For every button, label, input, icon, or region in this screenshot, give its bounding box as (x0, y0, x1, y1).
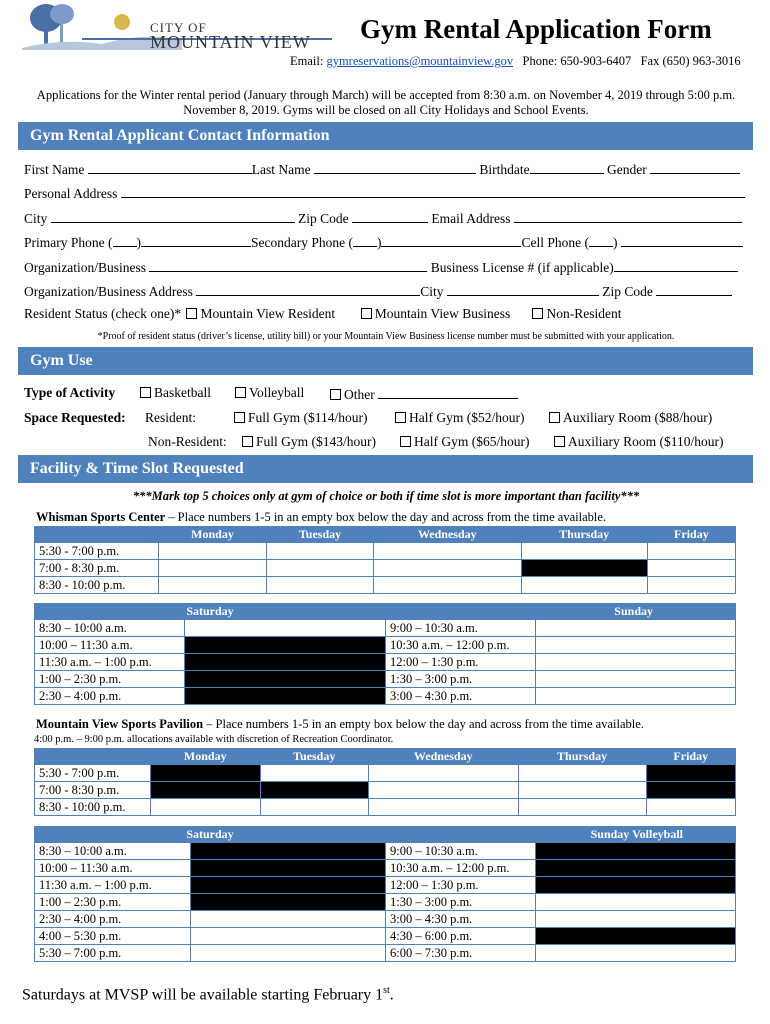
blocked-cell (191, 894, 386, 911)
non-half-option (398, 434, 529, 450)
footer-text: Saturdays at MVSP will be available starting February 1 (22, 986, 384, 1004)
time-label: 8:30 – 10:00 a.m. (35, 843, 191, 860)
time-label: 4:00 – 5:30 p.m. (35, 928, 191, 945)
page-title: Gym Rental Application Form (360, 14, 712, 44)
slot-cell[interactable] (368, 782, 518, 799)
slot-cell[interactable] (267, 560, 374, 577)
blocked-cell (646, 765, 735, 782)
blocked-cell (260, 782, 368, 799)
table-row (35, 620, 736, 637)
secondary-phone-field[interactable] (381, 233, 521, 247)
mvsp-name: Mountain View Sports Pavilion (36, 717, 204, 731)
weekday-header: Monday (151, 749, 261, 765)
mvsp-desc: – Place numbers 1-5 in an empty box below the day and across from the time available. (203, 717, 644, 731)
mvsp-note: 4:00 p.m. – 9:00 p.m. allocations available with discretion of Recreation Coordinator. (34, 734, 394, 745)
res-aux-checkbox[interactable] (549, 412, 560, 423)
blocked-cell (185, 637, 386, 654)
time-label: 6:00 – 7:30 p.m. (386, 945, 536, 962)
logo-city-of: CITY OF (150, 20, 207, 35)
slot-cell[interactable] (159, 543, 267, 560)
primary-phone-field[interactable] (141, 233, 251, 247)
time-label: 3:00 – 4:30 p.m. (386, 688, 536, 705)
blocked-cell (536, 843, 736, 860)
time-label: 11:30 a.m. – 1:00 p.m. (35, 654, 185, 671)
time-label: 10:00 – 11:30 a.m. (35, 860, 191, 877)
weekday-header: Tuesday (267, 527, 374, 543)
fax-text: Fax (650) 963-3016 (640, 54, 741, 68)
time-label: 10:30 a.m. – 12:00 p.m. (386, 860, 536, 877)
non-half-label: Half Gym ($65/hour) (414, 434, 530, 449)
non-aux-checkbox[interactable] (554, 436, 565, 447)
footer-note (22, 985, 394, 1004)
last-name-label: Last Name (251, 162, 311, 177)
non-full-label: Full Gym ($143/hour) (256, 434, 376, 449)
time-label: 5:30 – 7:00 p.m. (35, 945, 191, 962)
org-city-field[interactable] (447, 282, 599, 296)
section-facility-heading: Facility & Time Slot Requested (18, 455, 753, 483)
email-address-label: Email Address (431, 211, 511, 226)
personal-address-field[interactable] (121, 184, 745, 198)
whisman-intro (36, 510, 606, 525)
gender-label: Gender (606, 162, 647, 177)
non-half-checkbox[interactable] (400, 436, 411, 447)
row-name (24, 160, 752, 178)
table-row (35, 688, 736, 705)
birthdate-field[interactable] (530, 160, 604, 174)
slot-cell[interactable] (536, 911, 736, 928)
table-row (35, 560, 736, 577)
resident-checkbox[interactable] (186, 308, 197, 319)
blocked-cell (185, 688, 386, 705)
org-city-label: City (420, 284, 444, 299)
cell-area-field[interactable] (589, 233, 613, 247)
phone-text: Phone: 650-903-6407 (522, 54, 632, 68)
resident-option-label: Mountain View Resident (200, 306, 336, 321)
slot-cell[interactable] (260, 799, 368, 816)
slot-cell[interactable] (521, 577, 647, 594)
city-field[interactable] (51, 209, 295, 223)
weekday-header: Friday (646, 749, 735, 765)
res-half-checkbox[interactable] (395, 412, 406, 423)
table-row (35, 782, 736, 799)
slot-cell[interactable] (368, 799, 518, 816)
intro-text: Applications for the Winter rental period (January through March) will be accepted from 8:30 a.m. on November 4, 2019 through 5:00 p.m. November 8, 2019. Gyms will be closed on all City Holidays and School Events. (36, 88, 736, 117)
slot-cell[interactable] (159, 577, 267, 594)
slot-cell[interactable] (260, 765, 368, 782)
slot-cell[interactable] (191, 945, 386, 962)
city-label: City (24, 211, 48, 226)
slot-cell[interactable] (646, 799, 735, 816)
corner-cell (35, 749, 151, 765)
table-row (35, 671, 736, 688)
time-label: 7:00 - 8:30 p.m. (35, 782, 151, 799)
time-label: 8:30 – 10:00 a.m. (35, 620, 185, 637)
table-row (35, 894, 736, 911)
slot-cell[interactable] (191, 928, 386, 945)
blocked-cell (151, 765, 261, 782)
table-row (35, 945, 736, 962)
business-option-label: Mountain View Business (374, 306, 511, 321)
blocked-cell (191, 860, 386, 877)
blocked-cell (646, 782, 735, 799)
time-label: 10:00 – 11:30 a.m. (35, 637, 185, 654)
slot-cell[interactable] (518, 782, 646, 799)
secondary-area-field[interactable] (353, 233, 377, 247)
logo-mountain-view: MOUNTAIN VIEW (150, 32, 311, 52)
zip-label: Zip Code (298, 211, 349, 226)
slot-cell[interactable] (536, 671, 736, 688)
slot-cell[interactable] (373, 577, 521, 594)
slot-cell[interactable] (373, 560, 521, 577)
slot-cell[interactable] (267, 577, 374, 594)
blocked-cell (191, 877, 386, 894)
non-full-option (240, 434, 376, 450)
res-half-option (393, 410, 524, 426)
slot-cell[interactable] (536, 688, 736, 705)
slot-cell[interactable] (373, 543, 521, 560)
city-logo (22, 2, 352, 52)
time-label: 1:00 – 2:30 p.m. (35, 671, 185, 688)
basketball-option (138, 385, 211, 401)
slot-cell[interactable] (185, 620, 386, 637)
sunday-volleyball-header: Sunday Volleyball (386, 827, 736, 843)
slot-cell[interactable] (647, 543, 735, 560)
weekday-header: Tuesday (260, 749, 368, 765)
whisman-name: Whisman Sports Center (36, 510, 166, 524)
res-full-checkbox[interactable] (234, 412, 245, 423)
slot-cell[interactable] (159, 560, 267, 577)
other-checkbox[interactable] (330, 389, 341, 400)
mvsp-intro (36, 717, 644, 732)
birthdate-label: Birthdate (479, 162, 530, 177)
weekday-header: Wednesday (368, 749, 518, 765)
time-label: 8:30 - 10:00 p.m. (35, 799, 151, 816)
other-field[interactable] (378, 385, 518, 399)
time-label: 8:30 - 10:00 p.m. (35, 577, 159, 594)
basketball-checkbox[interactable] (140, 387, 151, 398)
slot-cell[interactable] (536, 945, 736, 962)
org-zip-label: Zip Code (602, 284, 653, 299)
footer-sup: st (383, 985, 390, 996)
section-gym-use-heading: Gym Use (18, 347, 753, 375)
slot-cell[interactable] (151, 799, 261, 816)
first-name-label: First Name (24, 162, 85, 177)
blocked-cell (536, 860, 736, 877)
time-label: 7:00 - 8:30 p.m. (35, 560, 159, 577)
res-half-label: Half Gym ($52/hour) (409, 410, 525, 425)
corner-cell (35, 527, 159, 543)
non-aux-label: Auxiliary Room ($110/hour) (568, 434, 724, 449)
primary-area-field[interactable] (113, 233, 137, 247)
proof-note: *Proof of resident status (driver’s license, utility bill) or your Mountain View Business license number must be submitted with your application. (97, 331, 675, 342)
time-label: 2:30 – 4:00 p.m. (35, 688, 185, 705)
slot-cell[interactable] (191, 911, 386, 928)
sunday-header: Sunday (386, 604, 736, 620)
table-row (35, 911, 736, 928)
mvsp-weekday-table (34, 748, 736, 816)
nonresident-space-label: Non-Resident: (148, 434, 227, 449)
saturday-header: Saturday (35, 604, 386, 620)
primary-phone-label: Primary Phone ( (24, 235, 113, 250)
time-label: 10:30 a.m. – 12:00 p.m. (386, 637, 536, 654)
business-license-field[interactable] (614, 258, 738, 272)
weekday-header: Monday (159, 527, 267, 543)
row-org-address (24, 282, 752, 300)
table-row (35, 877, 736, 894)
slot-cell[interactable] (536, 620, 736, 637)
blocked-cell (191, 843, 386, 860)
whisman-desc: – Place numbers 1-5 in an empty box below the day and across from the time available. (165, 510, 607, 524)
contact-line (290, 54, 741, 69)
weekday-header: Friday (647, 527, 735, 543)
email-link[interactable]: gymreservations@mountainview.gov (326, 54, 514, 68)
table-row (35, 543, 736, 560)
weekday-header: Wednesday (373, 527, 521, 543)
table-row (35, 654, 736, 671)
resident-space-label: Resident: (145, 410, 196, 425)
other-label: Other (344, 387, 375, 402)
business-checkbox[interactable] (361, 308, 372, 319)
slot-cell[interactable] (647, 577, 735, 594)
time-label: 3:00 – 4:30 p.m. (386, 911, 536, 928)
slot-cell[interactable] (518, 765, 646, 782)
slot-cell[interactable] (368, 765, 518, 782)
row-resident-status (24, 306, 752, 322)
slot-cell[interactable] (536, 637, 736, 654)
volleyball-option (233, 385, 304, 401)
blocked-cell (185, 654, 386, 671)
slot-cell[interactable] (536, 654, 736, 671)
cell-phone-field[interactable] (621, 233, 743, 247)
volleyball-label: Volleyball (249, 385, 305, 400)
org-address-label: Organization/Business Address (24, 284, 193, 299)
blocked-cell (151, 782, 261, 799)
table-row (35, 765, 736, 782)
slot-cell[interactable] (521, 543, 647, 560)
time-label: 4:30 – 6:00 p.m. (386, 928, 536, 945)
gender-field[interactable] (650, 160, 740, 174)
row-city-zip-email (24, 209, 752, 227)
blocked-cell (521, 560, 647, 577)
time-label: 12:00 – 1:30 p.m. (386, 877, 536, 894)
table-row (35, 799, 736, 816)
time-label: 2:30 – 4:00 p.m. (35, 911, 191, 928)
time-label: 11:30 a.m. – 1:00 p.m. (35, 877, 191, 894)
res-full-label: Full Gym ($114/hour) (248, 410, 368, 425)
mvsp-weekend-table (34, 826, 736, 962)
blocked-cell (536, 928, 736, 945)
personal-address-label: Personal Address (24, 186, 118, 201)
table-row (35, 928, 736, 945)
table-row (35, 860, 736, 877)
zip-field[interactable] (352, 209, 428, 223)
email-address-field[interactable] (514, 209, 742, 223)
row-phones: Primary Phone ( ) Secondary Phone ( ) Cell Phone ( ) (24, 233, 752, 251)
table-row (35, 637, 736, 654)
slot-cell[interactable] (267, 543, 374, 560)
time-label: 1:00 – 2:30 p.m. (35, 894, 191, 911)
org-address-field[interactable] (196, 282, 420, 296)
activity-label: Type of Activity (24, 385, 116, 400)
secondary-phone-label: Secondary Phone ( (251, 235, 353, 250)
time-label: 1:30 – 3:00 p.m. (386, 671, 536, 688)
weekday-header: Thursday (518, 749, 646, 765)
row-organization (24, 258, 752, 276)
organization-field[interactable] (149, 258, 427, 272)
blocked-cell (536, 877, 736, 894)
time-label: 5:30 - 7:00 p.m. (35, 765, 151, 782)
res-aux-option (547, 410, 712, 426)
row-personal-address (24, 184, 752, 202)
saturday-header: Saturday (35, 827, 386, 843)
res-full-option (232, 410, 368, 426)
footer-end: . (389, 986, 394, 1004)
time-label: 12:00 – 1:30 p.m. (386, 654, 536, 671)
business-license-label: Business License # (if applicable) (430, 260, 614, 275)
weekday-header: Thursday (521, 527, 647, 543)
basketball-label: Basketball (154, 385, 211, 400)
resident-status-label: Resident Status (check one)* (24, 306, 182, 321)
space-requested-label: Space Requested: (24, 410, 126, 425)
whisman-weekday-table (34, 526, 736, 594)
last-name-field[interactable] (314, 160, 476, 174)
time-label: 9:00 – 10:30 a.m. (386, 843, 536, 860)
volleyball-checkbox[interactable] (235, 387, 246, 398)
res-aux-label: Auxiliary Room ($88/hour) (563, 410, 713, 425)
time-label: 1:30 – 3:00 p.m. (386, 894, 536, 911)
time-label: 9:00 – 10:30 a.m. (386, 620, 536, 637)
first-name-field[interactable] (88, 160, 252, 174)
slot-cell[interactable] (647, 560, 735, 577)
email-label: Email: (290, 54, 324, 68)
slot-cell[interactable] (536, 894, 736, 911)
non-full-checkbox[interactable] (242, 436, 253, 447)
non-aux-option (552, 434, 723, 450)
table-row (35, 843, 736, 860)
cell-phone-label: Cell Phone ( (521, 235, 589, 250)
other-option (328, 385, 518, 403)
facility-instruction: ***Mark top 5 choices only at gym of choice or both if time slot is more important than facility*** (132, 489, 640, 503)
time-label: 5:30 - 7:00 p.m. (35, 543, 159, 560)
table-row (35, 577, 736, 594)
organization-label: Organization/Business (24, 260, 146, 275)
nonresident-checkbox[interactable] (532, 308, 543, 319)
org-zip-field[interactable] (656, 282, 732, 296)
whisman-weekend-table (34, 603, 736, 705)
blocked-cell (185, 671, 386, 688)
nonresident-option-label: Non-Resident (546, 306, 622, 321)
section-contact-heading: Gym Rental Applicant Contact Information (18, 122, 753, 150)
slot-cell[interactable] (518, 799, 646, 816)
